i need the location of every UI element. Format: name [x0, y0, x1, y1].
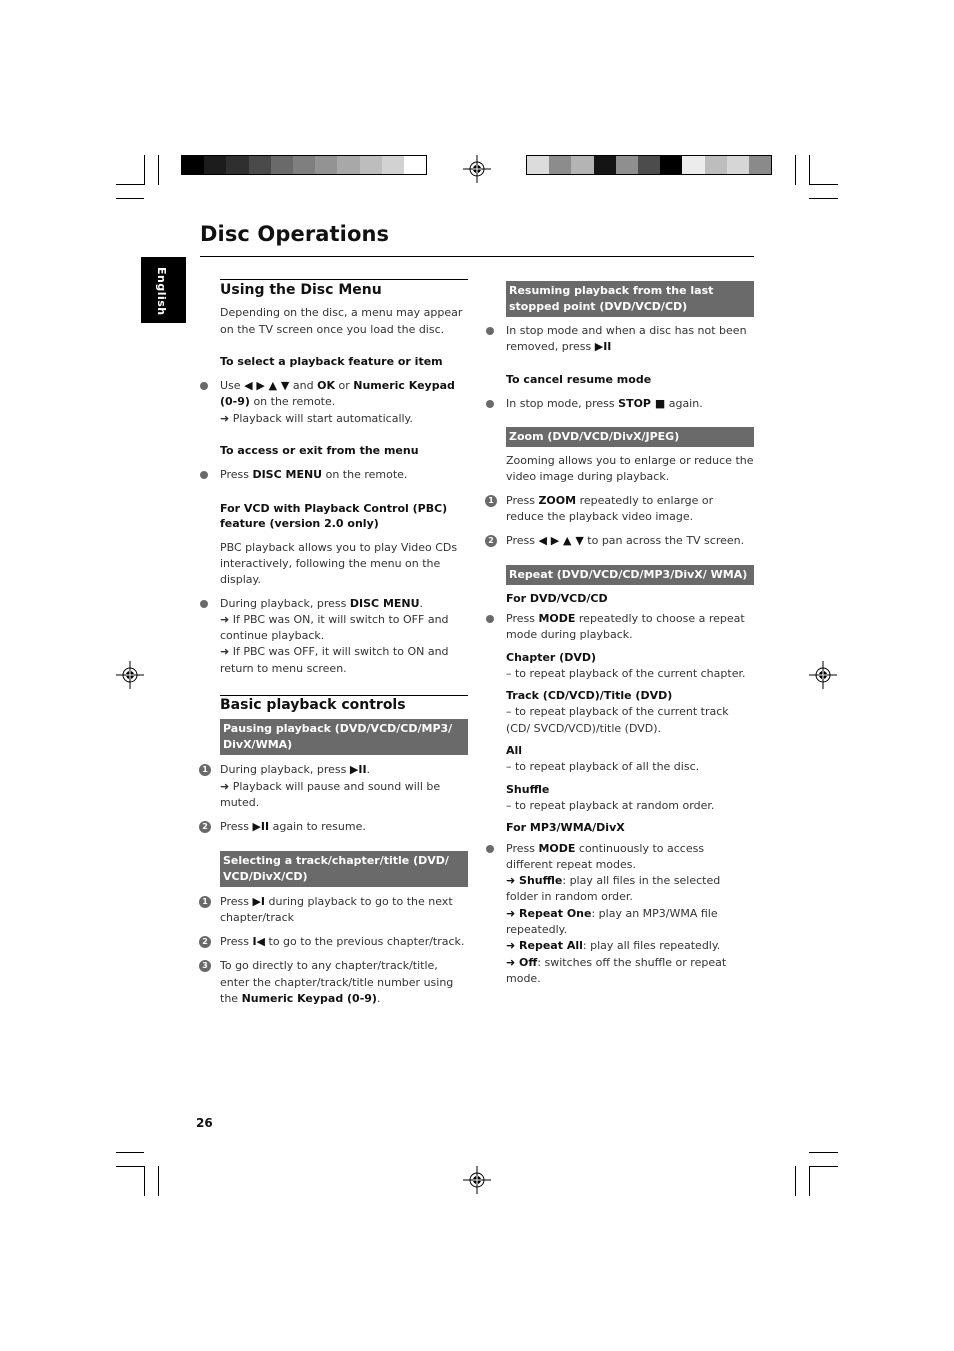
list-item [220, 596, 468, 677]
text: during playback to go to the next chapter/track [220, 894, 453, 924]
step-2-icon: 2 [199, 821, 211, 833]
text: During playback, press [220, 596, 347, 610]
registration-mark-icon [809, 661, 837, 689]
registration-mark-icon [463, 1166, 491, 1194]
crop-mark [144, 155, 145, 185]
left-column [202, 279, 468, 1007]
registration-mark-icon [116, 661, 144, 689]
text: on the remote. [325, 468, 408, 482]
color-swatch [293, 156, 315, 174]
color-swatch [549, 156, 571, 174]
crop-mark [809, 1152, 838, 1153]
mp3-repeat-heading: For MP3/WMA/DivX [506, 821, 625, 835]
text: repeatedly to choose a repeat mode during playback. [506, 611, 745, 642]
text: . [366, 763, 371, 777]
registration-mark-icon [463, 155, 491, 183]
color-swatch [204, 156, 226, 174]
repeat-option-text: – to repeat playback of all the disc. [506, 760, 700, 774]
next-track-icon: ▶I [252, 894, 266, 908]
bullet-icon [200, 471, 208, 479]
list-item [488, 493, 754, 526]
language-tab-label: English [155, 267, 168, 316]
zoom-key-label: ZOOM [538, 493, 577, 507]
section-divider [220, 279, 468, 280]
list-item [506, 841, 754, 988]
text: Press [220, 468, 249, 482]
repeat-section-header: Repeat (DVD/VCD/CD/MP3/DivX/ WMA) [506, 565, 754, 585]
list-item [506, 396, 754, 412]
basic-playback-heading: Basic playback controls [220, 697, 406, 714]
bullet-icon [486, 400, 494, 408]
crop-mark [809, 155, 810, 185]
text: : switches off the shuffle or repeat mode. [506, 955, 727, 985]
color-swatch [660, 156, 682, 174]
page-title: Disc Operations [200, 222, 390, 246]
pause-section-header: Pausing playback (DVD/VCD/CD/MP3/ DivX/WMA) [220, 719, 468, 755]
color-swatch [638, 156, 660, 174]
list-item [202, 894, 468, 927]
color-swatch [226, 156, 248, 174]
crop-mark [795, 1166, 796, 1196]
arrow-icon: ➜ [506, 939, 520, 953]
section-divider [220, 695, 468, 696]
text: continuously to access different repeat modes. [506, 841, 705, 871]
ok-key-label: OK [317, 379, 335, 393]
play-pause-icon: ▶II [594, 340, 612, 354]
bullet-icon [486, 327, 494, 335]
right-column [488, 281, 754, 987]
text: to go to the previous chapter/track. [268, 935, 465, 949]
text: In stop mode and when a disc has not been removed, press [506, 324, 747, 354]
crop-mark [158, 1166, 159, 1196]
text: Press [506, 611, 535, 625]
color-swatch [616, 156, 638, 174]
text: To go directly to any chapter/track/title, enter the chapter/track/title number using the [220, 959, 454, 1006]
step-1-icon: 1 [199, 764, 211, 776]
repeat-option-heading: Chapter (DVD) [506, 650, 597, 664]
numeric-keypad-label: Numeric Keypad (0-9) [241, 992, 377, 1006]
text: again to resume. [272, 820, 366, 834]
zoom-section-header: Zoom (DVD/VCD/DivX/JPEG) [506, 427, 754, 447]
zoom-intro: Zooming allows you to enlarge or reduce the video image during playback. [506, 454, 754, 484]
list-item [488, 533, 754, 549]
select-feature-heading: To select a playback feature or item [220, 354, 443, 368]
pbc-heading: For VCD with Playback Control (PBC) feature (version 2.0 only) [220, 501, 448, 530]
text: Press [220, 935, 249, 949]
list-item [220, 467, 468, 483]
crop-mark [809, 184, 838, 185]
arrow-keys-icon: ◀ ▶ ▲ ▼ [244, 379, 290, 393]
text: : play all files in the selected folder in random order. [506, 874, 721, 904]
color-swatch [682, 156, 704, 174]
crop-mark [795, 155, 796, 185]
mode-key-label: MODE [538, 611, 576, 625]
text: Press [220, 894, 249, 908]
crop-mark [809, 1166, 838, 1167]
stop-key-label: STOP ■ [618, 396, 666, 410]
step-1-icon: 1 [199, 896, 211, 908]
color-swatch [749, 156, 771, 174]
list-item [506, 611, 754, 644]
crop-mark [158, 155, 159, 185]
play-pause-icon: ▶II [349, 763, 367, 777]
step-2-icon: 2 [485, 535, 497, 547]
option-label: Shuffle [519, 874, 563, 888]
color-swatch [315, 156, 337, 174]
text: Press [506, 841, 535, 855]
crop-mark [809, 1166, 810, 1196]
color-swatch [182, 156, 204, 174]
repeat-option-heading: Track (CD/VCD)/Title (DVD) [506, 689, 673, 703]
color-swatch [527, 156, 549, 174]
text: to pan across the TV screen. [587, 534, 745, 548]
arrow-icon: ➜ [506, 955, 520, 969]
color-swatch [705, 156, 727, 174]
text: Press [506, 534, 535, 548]
bullet-icon [486, 845, 494, 853]
step-2-icon: 2 [199, 936, 211, 948]
mode-key-label: MODE [538, 841, 576, 855]
repeat-option-heading: All [506, 744, 523, 758]
color-swatch [571, 156, 593, 174]
color-swatch [727, 156, 749, 174]
repeat-option-heading: Shuffle [506, 782, 550, 796]
text: on the remote. [253, 395, 336, 409]
result-text: ➜ If PBC was ON, it will switch to OFF and continue playback. [220, 612, 449, 643]
option-label: Repeat One [519, 906, 592, 920]
color-swatch [249, 156, 271, 174]
repeat-option-text: – to repeat playback of the current track (CD/ SVCD/VCD)/title (DVD). [506, 705, 729, 735]
color-calibration-bar-left [181, 155, 427, 175]
text: In stop mode, press [506, 396, 615, 410]
select-track-section-header: Selecting a track/chapter/title (DVD/ VCD/DivX/CD) [220, 851, 468, 887]
disc-menu-key-label: DISC MENU [252, 468, 323, 482]
color-swatch [404, 156, 426, 174]
crop-mark [116, 1166, 144, 1167]
result-text: ➜ Playback will start automatically. [220, 411, 413, 425]
text: Use [220, 379, 241, 393]
text: During playback, press [220, 763, 347, 777]
result-text: ➜ Playback will pause and sound will be muted. [220, 779, 441, 809]
color-swatch [360, 156, 382, 174]
disc-menu-key-label: DISC MENU [349, 596, 420, 610]
list-item [202, 934, 468, 950]
color-swatch [271, 156, 293, 174]
list-item [220, 378, 468, 427]
dvd-repeat-heading: For DVD/VCD/CD [506, 591, 608, 605]
color-swatch [337, 156, 359, 174]
repeat-option-text: – to repeat playback of the current chapter. [506, 666, 746, 680]
list-item [506, 323, 754, 356]
repeat-option-text: – to repeat playback at random order. [506, 798, 715, 812]
option-label: Repeat All [519, 939, 583, 953]
text: or [338, 379, 350, 393]
disc-menu-intro: Depending on the disc, a menu may appear on the TV screen once you load the disc. [220, 306, 463, 336]
title-divider [200, 256, 754, 257]
text: . [376, 992, 381, 1006]
text: again. [668, 396, 703, 410]
access-menu-heading: To access or exit from the menu [220, 444, 419, 458]
bullet-icon [200, 600, 208, 608]
crop-mark [116, 198, 144, 199]
crop-mark [144, 1166, 145, 1196]
crop-mark [116, 1152, 144, 1153]
color-calibration-bar-right [526, 155, 772, 175]
language-tab [141, 257, 186, 323]
text: and [292, 379, 314, 393]
previous-track-icon: I◀ [252, 935, 266, 949]
arrow-icon: ➜ [506, 874, 520, 888]
list-item [202, 819, 468, 835]
text: . [419, 596, 424, 610]
arrow-icon: ➜ [506, 906, 520, 920]
color-swatch [382, 156, 404, 174]
text: Press [506, 493, 535, 507]
resume-section-header: Resuming playback from the last stopped point (DVD/VCD/CD) [506, 281, 754, 317]
crop-mark [116, 184, 144, 185]
bullet-icon [486, 615, 494, 623]
option-label: Off [519, 955, 538, 969]
cancel-resume-heading: To cancel resume mode [506, 372, 652, 386]
arrow-keys-icon: ◀ ▶ ▲ ▼ [538, 534, 584, 548]
disc-menu-heading: Using the Disc Menu [220, 282, 382, 298]
numeric-keypad-label: Numeric Keypad (0-9) [220, 379, 455, 409]
text: repeatedly to enlarge or reduce the playback video image. [506, 493, 714, 524]
page-number: 26 [196, 1116, 213, 1130]
step-3-icon: 3 [199, 960, 211, 972]
text: : play all files repeatedly. [582, 939, 721, 953]
text: : play an MP3/WMA file repeatedly. [506, 906, 718, 937]
list-item [202, 762, 468, 811]
step-1-icon: 1 [485, 495, 497, 507]
result-text: ➜ If PBC was OFF, it will switch to ON and return to menu screen. [220, 645, 449, 675]
pbc-intro: PBC playback allows you to play Video CDs interactively, following the menu on the display. [220, 540, 458, 587]
bullet-icon [200, 382, 208, 390]
crop-mark [809, 198, 838, 199]
text: Press [220, 820, 249, 834]
list-item [202, 958, 468, 1007]
play-pause-icon: ▶II [252, 820, 270, 834]
color-swatch [594, 156, 616, 174]
